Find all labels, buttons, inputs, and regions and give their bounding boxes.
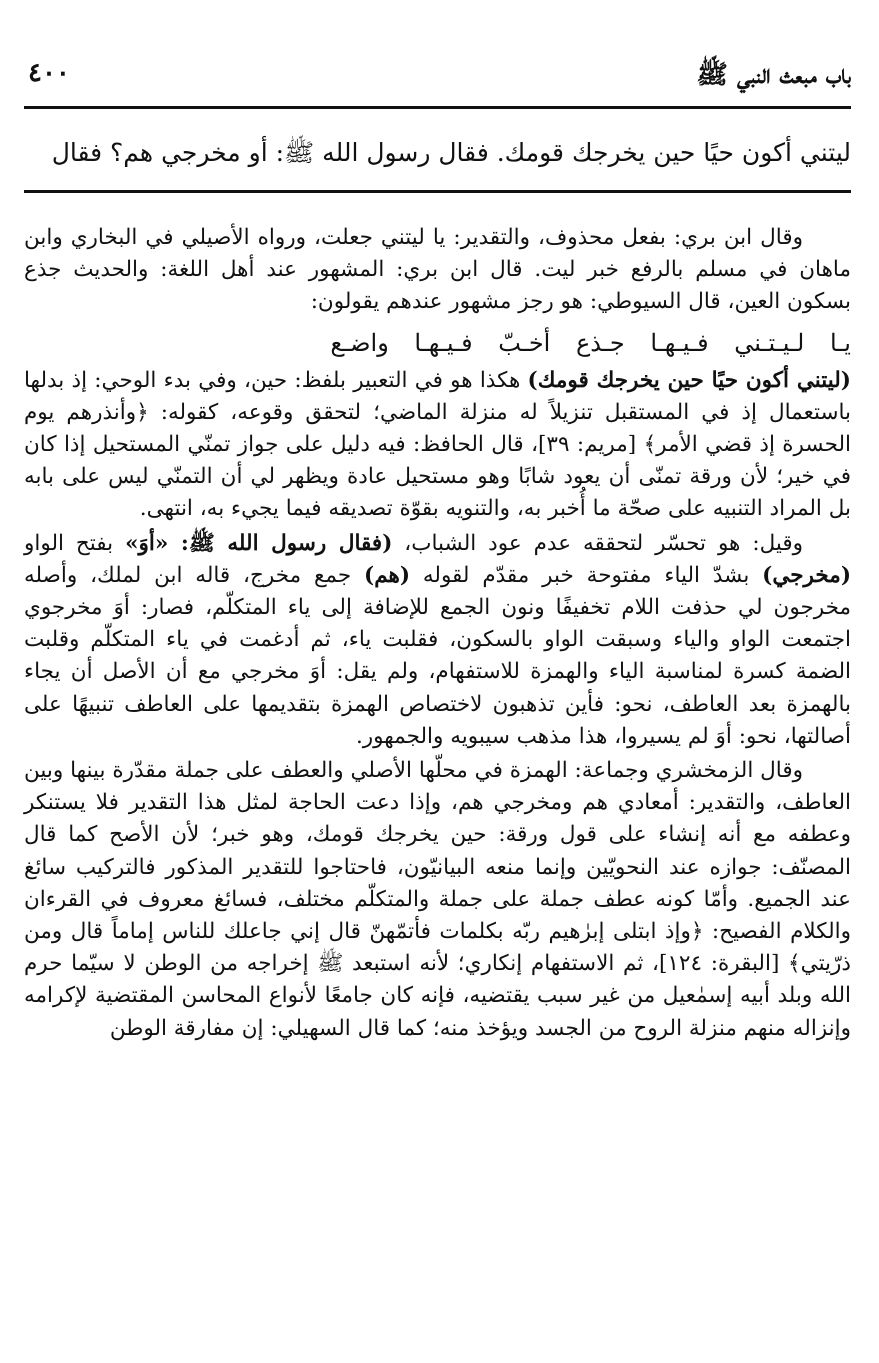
hadith-matn: ليتني أكون حيًا حين يخرجك قومك. فقال رسول الله ﷺ: أو مخرجي هم؟ فقال	[51, 138, 851, 167]
page-header	[24, 48, 851, 106]
commentary-body	[24, 222, 851, 1047]
commentary-paragraph-3	[24, 528, 851, 753]
commentary-paragraph-1: وقال ابن بري: بفعل محذوف، والتقدير: يا ليتني جعلت، ورواه الأصيلي في البخاري وابن ماهان في مسلم بالرفع خبر ليت. قال ابن بري: المشهور عند أهل اللغة: والحديث جذع بسكون العين، قال السيوطي: هو رجز مشهور عندهم يقولون:	[24, 225, 851, 315]
lemma: (ليتني أكون حيًا حين يخرجك قومك)	[527, 367, 851, 393]
lemma: (هم)	[364, 562, 411, 588]
commentary-paragraph-4: وقال الزمخشري وجماعة: الهمزة في محلّها الأصلي والعطف على جملة مقدّرة بينها وبين العاطف، والتقدير: أمعادي هم ومخرجي هم، وإذا دعت الحاجة لمثل هذا التقدير فلا يستنكر وعطفه مع أنه إنشاء على قول ورقة: حين يخرجك قومك، وهو خبر؛ لأن الأصح كما قال المصنّف: جوازه عند النحويّين وإنما منعه البيانيّون، فاحتاجوا للتقدير المذكور فالتركيب سائغ عند الجميع. وأمّا كونه عطف جملة على جملة والمتكلّم مختلف، فسائغ معروف في القرءان والكلام الفصيح: ﴿وإذ ابتلى إبرٰهيم ربّه بكلمات فأتمّهنّ قال إني جاعلك للناس إماماً قال ومن ذرّيتي﴾ [البقرة: ١٢٤]، ثم الاستفهام إنكاري؛ لأنه استبعد ﷺ إخراجه من الوطن لا سيّما حرم الله وبلد أبيه إسمٰعيل من غير سبب يقتضيه، فإنه كان جامعًا لأنواع المحاسن المقتضية لإكرامه وإنزاله منهم منزلة الروح من الجسد ويؤخذ منه؛ كما قال السهيلي: إن مفارقة الوطن	[24, 758, 851, 1041]
paragraph-text: جمع مخرج، قاله ابن لملك، وأصله مخرجون لي حذفت اللام تخفيفًا ونون الجمع للإضافة إلى ياء المتكلّم، فصار: أوَ مخرجوي اجتمعت الواو والياء وسبقت الواو بالسكون، فقلبت ياء، ثم أدغمت في ياء المتكلّم وقلبت الضمة كسرة لمناسبة الياء والهمزة للاستفهام، ولم يقل: أوَ مخرجي مع أن الأصل أن يجاء بالهمزة بعد العاطف، نحو: فأين تذهبون لاختصاص الهمزة بتقديمها على العاطف تنبيهًا على أصالتها، نحو: أوَ لم يسيروا، هذا مذهب سيبويه والجمهور.	[24, 562, 851, 749]
lemma: (فقال رسول الله ﷺ: «أوَ»	[125, 530, 393, 556]
running-title: باب مبعث النبي ﷺ	[696, 60, 851, 90]
paragraph-text: بفتح الواو	[24, 530, 126, 556]
paragraph-text: هكذا هو في التعبير بلفظ: حين، وفي بدء الوحي: إذ بدلها باستعمال إذ في المستقبل تنزيلاً له منزلة الماضي؛ لتحقق وقوعه، كقوله: ﴿وأنذرهم يوم الحسرة إذ قضي الأمر﴾ [مريم: ٣٩]، قال الحافظ: فيه دليل على جواز تمنّي المستحيل إذا كان في خير؛ لأن ورقة تمنّى أن يعود شابًا وهو مستحيل عادة ويظهر لي أن التمنّي ليس على بابه بل المراد التنبيه على صحّة ما أُخبر به، والتنويه بقوّة تصديقه فيما يجيء به، انتهى.	[24, 367, 851, 522]
page-number: ٤٠٠	[28, 58, 70, 88]
paragraph-text: وقيل: هو تحسّر لتحققه عدم عود الشباب،	[392, 530, 803, 556]
lemma: (مخرجي)	[762, 562, 851, 588]
header-rule	[24, 106, 851, 109]
paragraph-text: بشدّ الياء مفتوحة خبر مقدّم لقوله	[410, 562, 763, 588]
poetry-verse: يـا لـيـتـني فـيـهـا جـذع أخـبّ فـيـهـا واضـع	[330, 328, 851, 357]
commentary-paragraph-2	[24, 365, 851, 526]
matn-rule	[24, 190, 851, 193]
